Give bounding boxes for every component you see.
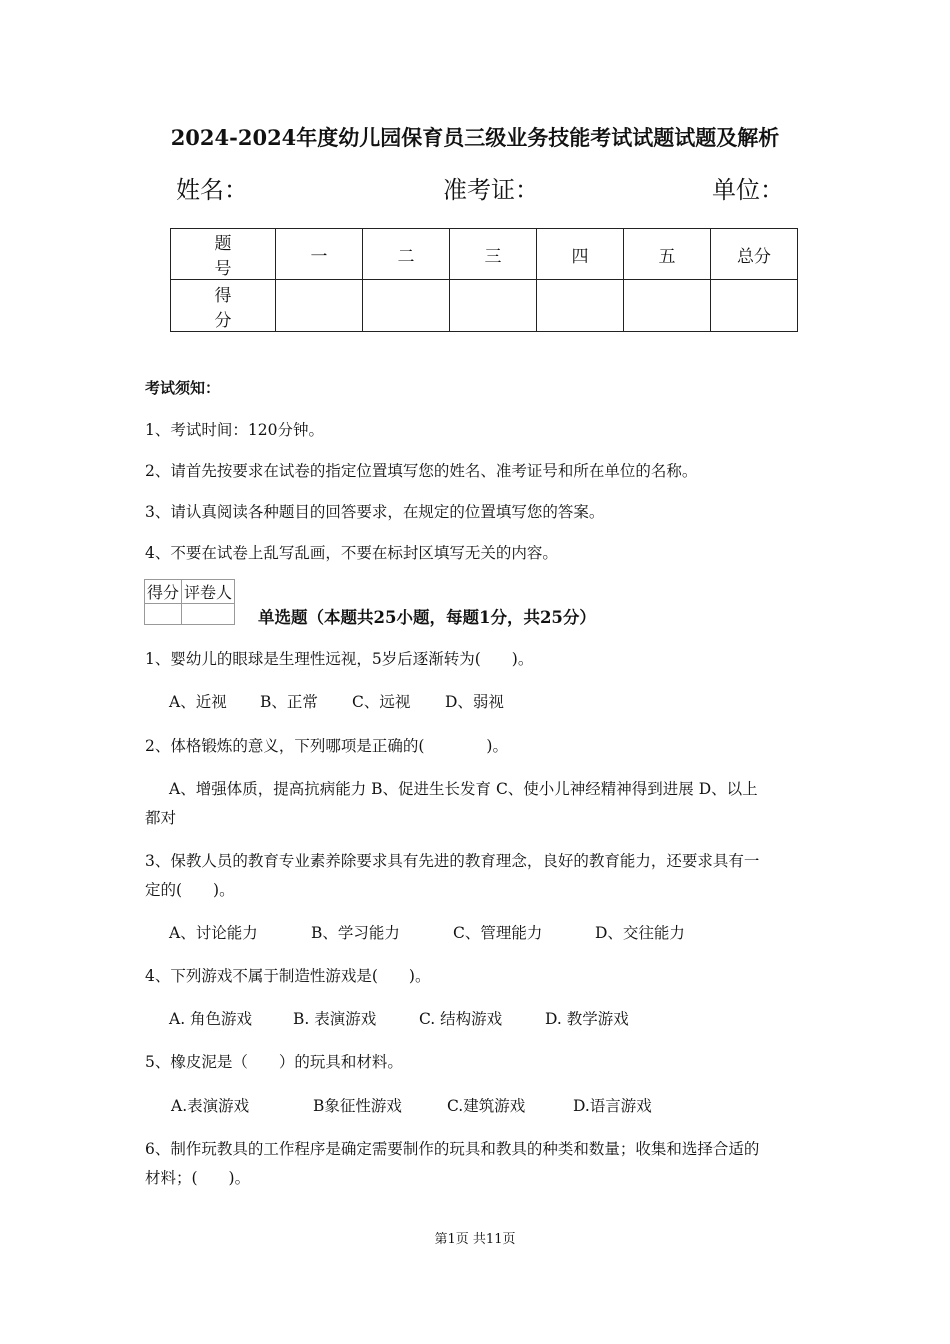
question-2: 2、体格锻炼的意义，下列哪项是正确的( )。: [145, 737, 508, 755]
notice-item-4: 4、不要在试卷上乱写乱画，不要在标封区填写无关的内容。: [145, 544, 558, 562]
score-cell[interactable]: [363, 280, 450, 332]
q2-answer-line-2: 都对: [145, 809, 177, 827]
q1-option-c: C、远视: [352, 693, 411, 711]
q5-option-b: B象征性游戏: [313, 1097, 402, 1115]
notice-item-2: 2、请首先按要求在试卷的指定位置填写您的姓名、准考证号和所在单位的名称。: [145, 462, 698, 480]
q1-option-b: B、正常: [260, 693, 318, 711]
notice-item-3: 3、请认真阅读各种题目的回答要求，在规定的位置填写您的答案。: [145, 503, 605, 521]
q5-option-a: A.表演游戏: [171, 1097, 250, 1115]
score-row-label: 得 分: [171, 280, 276, 332]
name-field-label: 姓名：: [176, 176, 248, 204]
score-cell[interactable]: [624, 280, 711, 332]
q5-option-c: C.建筑游戏: [447, 1097, 526, 1115]
page-footer: 第1页 共11页: [434, 1232, 516, 1247]
question-3-line-1: 3、保教人员的教育专业素养除要求具有先进的教育理念，良好的教育能力，还要求具有一: [145, 852, 760, 870]
q4-option-a: A. 角色游戏: [169, 1010, 253, 1028]
q3-option-b: B、学习能力: [311, 924, 400, 942]
question-4: 4、下列游戏不属于制造性游戏是( )。: [145, 967, 431, 985]
question-6-line-1: 6、制作玩教具的工作程序是确定需要制作的玩具和教具的种类和数量；收集和选择合适的: [145, 1140, 760, 1158]
score-header-5: 五: [624, 229, 711, 280]
q4-option-d: D. 教学游戏: [545, 1010, 629, 1028]
score-header-4: 四: [537, 229, 624, 280]
grader-score-label: 得分: [145, 580, 182, 604]
score-header-question-no: 题 号: [171, 229, 276, 280]
q3-option-c: C、管理能力: [453, 924, 543, 942]
score-cell[interactable]: [450, 280, 537, 332]
question-5: 5、橡皮泥是（ ）的玩具和材料。: [145, 1053, 403, 1071]
score-cell[interactable]: [276, 280, 363, 332]
grader-box: [144, 579, 235, 625]
q4-option-c: C. 结构游戏: [419, 1010, 503, 1028]
score-header-2: 二: [363, 229, 450, 280]
q3-option-d: D、交往能力: [595, 924, 685, 942]
q1-option-d: D、弱视: [445, 693, 504, 711]
grader-score-cell[interactable]: [145, 604, 182, 625]
score-header-3: 三: [450, 229, 537, 280]
section-title: 单选题（本题共25小题，每题1分，共25分）: [258, 608, 596, 627]
question-3-line-2: 定的( )。: [145, 881, 235, 899]
score-cell[interactable]: [537, 280, 624, 332]
score-cell[interactable]: [711, 280, 798, 332]
score-table-score-row: [171, 280, 798, 332]
question-1: 1、婴幼儿的眼球是生理性远视，5岁后逐渐转为( )。: [145, 650, 534, 668]
grader-reviewer-cell[interactable]: [182, 604, 235, 625]
grader-reviewer-label: 评卷人: [182, 580, 235, 604]
score-header-total: 总分: [711, 229, 798, 280]
q4-option-b: B. 表演游戏: [293, 1010, 377, 1028]
q1-option-a: A、近视: [169, 693, 227, 711]
notice-item-1: 1、考试时间：120分钟。: [145, 421, 324, 439]
q5-option-d: D.语言游戏: [573, 1097, 652, 1115]
question-6-line-2: 材料；( )。: [145, 1169, 251, 1187]
score-table: [170, 228, 798, 332]
page-title: 2024-2024年度幼儿园保育员三级业务技能考试试题试题及解析: [170, 125, 780, 150]
q3-option-a: A、讨论能力: [169, 924, 258, 942]
exam-id-field-label: 准考证：: [443, 176, 539, 204]
q2-answer-line-1: A、增强体质，提高抗病能力 B、促进生长发育 C、使小儿神经精神得到进展 D、以上: [169, 780, 758, 798]
unit-field-label: 单位：: [712, 176, 784, 204]
score-table-header-row: [171, 229, 798, 280]
notice-heading: 考试须知：: [145, 379, 221, 397]
score-header-1: 一: [276, 229, 363, 280]
